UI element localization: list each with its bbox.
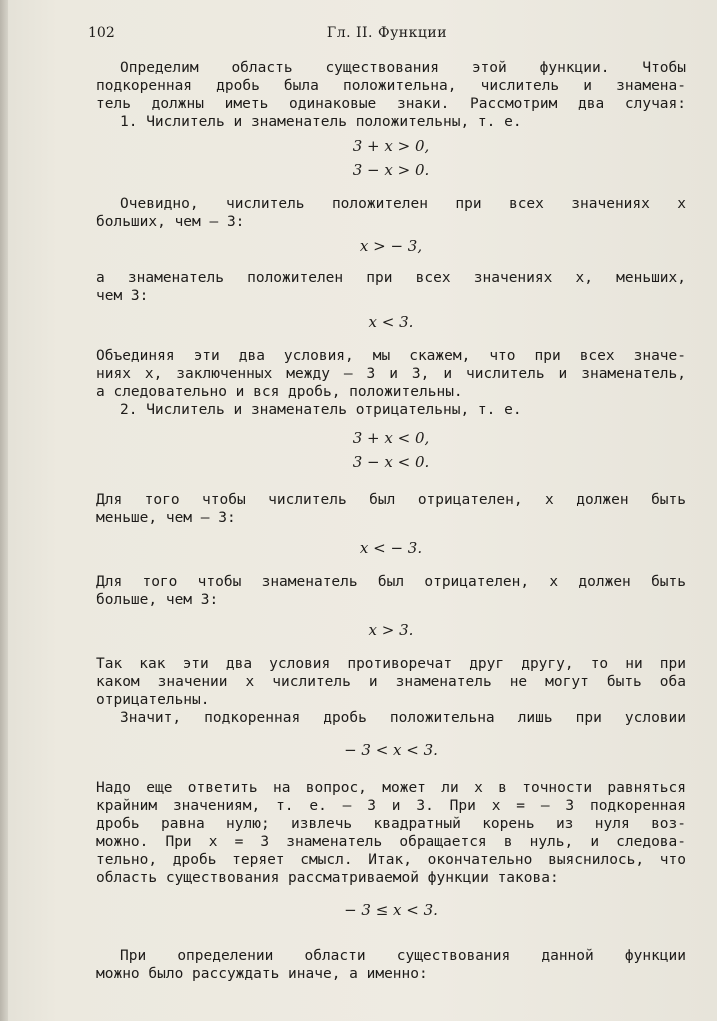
formula-range-open: − 3 < x < 3. — [344, 741, 438, 759]
formula-x-gt-minus3: x > − 3, — [359, 237, 423, 255]
case1-heading: 1. Числитель и знаменатель положительны, т. е. — [120, 114, 522, 130]
text-line: Надо еще ответить на вопрос, может ли x в точности равняться — [96, 780, 686, 796]
text-line: ниях x, заключенных между — 3 и 3, и числитель и знаменатель, — [96, 366, 686, 382]
text-line: а следовательно и вся дробь, положительны. — [96, 384, 463, 400]
page-gutter — [0, 0, 8, 1021]
text-line: каком значении x числитель и знаменатель не могут быть оба — [96, 674, 686, 690]
formula-x-gt-3: x > 3. — [368, 621, 414, 639]
text-line: отрицательны. — [96, 692, 210, 708]
case2-heading: 2. Числитель и знаменатель отрицательны, т. е. — [120, 402, 522, 418]
text-line: Для того чтобы числитель был отрицателен, x должен быть — [96, 492, 686, 508]
formula-case1-a: 3 + x > 0, — [352, 137, 430, 155]
text-line: подкоренная дробь была положительна, числитель и знамена- — [96, 78, 686, 94]
text-line: При определении области существования данной функции — [120, 948, 686, 964]
text-line: тель должны иметь одинаковые знаки. Рассмотрим два случая: — [96, 96, 686, 112]
text-line: тельно, дробь теряет смысл. Итак, окончательно выяснилось, что — [96, 852, 686, 868]
text-line: чем 3: — [96, 288, 149, 304]
formula-case2-b: 3 − x < 0. — [352, 453, 430, 471]
formula-domain-result: − 3 ≤ x < 3. — [344, 901, 438, 919]
text-line: Для того чтобы знаменатель был отрицателен, x должен быть — [96, 574, 686, 590]
text-line: больше, чем 3: — [96, 592, 219, 608]
text-line: Объединяя эти два условия, мы скажем, что при всех значе- — [96, 348, 686, 364]
text-line: меньше, чем — 3: — [96, 510, 236, 526]
text-line: Значит, подкоренная дробь положительна лишь при условии — [120, 710, 686, 726]
text-line: область существования рассматриваемой функции такова: — [96, 870, 559, 886]
text-line: Определим область существования этой функции. Чтобы — [120, 60, 686, 76]
text-line: Так как эти два условия противоречат друг другу, то ни при — [96, 656, 686, 672]
formula-x-lt-3: x < 3. — [368, 313, 414, 331]
text-line: крайним значениям, т. е. — 3 и 3. При x = — 3 подкоренная — [96, 798, 686, 814]
text-line: можно было рассуждать иначе, а именно: — [96, 966, 428, 982]
text-line: а знаменатель положителен при всех значениях x, меньших, — [96, 270, 686, 286]
text-line: Очевидно, числитель положителен при всех значениях x — [120, 196, 686, 212]
formula-x-lt-minus3: x < − 3. — [359, 539, 423, 557]
page-body — [96, 59, 686, 983]
page-number: 102 — [88, 25, 115, 41]
text-line: дробь равна нулю; извлечь квадратный корень из нуля воз- — [96, 816, 686, 832]
page-header — [88, 25, 686, 47]
text-line: больших, чем — 3: — [96, 214, 245, 230]
formula-case1-b: 3 − x > 0. — [352, 161, 430, 179]
running-head: Гл. II. Функции — [326, 25, 448, 41]
text-line: можно. При x = 3 знаменатель обращается в нуль, и следова- — [96, 834, 686, 850]
paragraph-intro — [96, 59, 686, 113]
formula-case2-a: 3 + x < 0, — [352, 429, 430, 447]
